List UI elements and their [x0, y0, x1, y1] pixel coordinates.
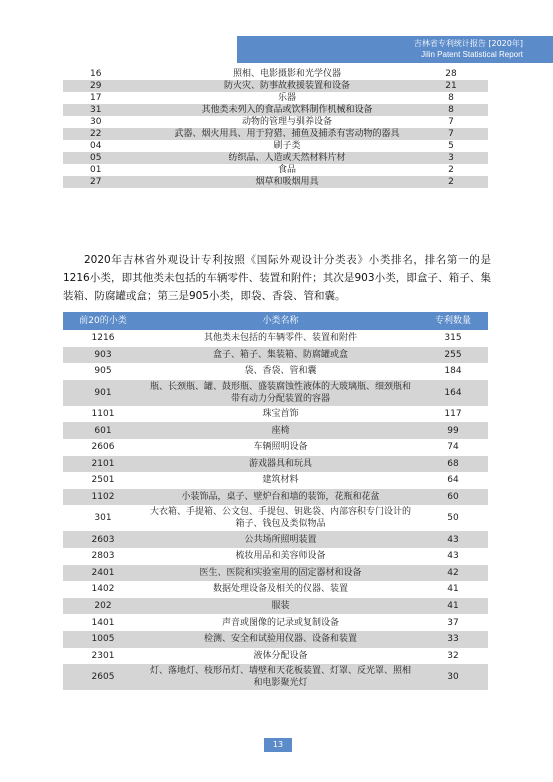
cell-code: 2301	[91, 650, 115, 661]
cell-count: 2	[448, 165, 454, 175]
cell-count: 41	[447, 584, 459, 595]
cell-name: 灯、落地灯、枝形吊灯、墙壁和天花板装置、灯罩、反光罩、照相和电影聚光灯	[143, 664, 418, 690]
cell-code: 31	[63, 104, 160, 116]
cell-count: 7	[414, 128, 488, 140]
table-row	[63, 531, 488, 548]
cell-count: 2	[414, 176, 488, 188]
header-title-cn: 吉林省专利统计报告 [2020年]	[413, 39, 523, 48]
table-row	[63, 581, 488, 598]
cell-count: 28	[445, 69, 457, 79]
table-row	[63, 176, 488, 188]
cell-name: 烟草和吸烟用具	[160, 176, 414, 188]
cell-count: 3	[414, 152, 488, 164]
cell-code: 2501	[91, 475, 115, 486]
cell-code: 901	[63, 380, 143, 406]
table-row	[63, 68, 488, 80]
table-row	[63, 164, 488, 176]
header-title-en: Jilin Patent Statistical Report	[421, 50, 523, 59]
table-row	[63, 92, 488, 104]
table-row	[63, 347, 488, 364]
table-row	[63, 614, 488, 631]
cell-code: 1216	[91, 333, 115, 344]
cell-name: 服装	[143, 598, 418, 615]
cell-name: 液体分配设备	[253, 650, 308, 661]
cell-name: 其他类未列入的食品或饮料制作机械和设备	[160, 104, 414, 116]
cell-name: 车辆照明设备	[253, 442, 308, 453]
page-number: 13	[264, 738, 292, 752]
cell-code: 29	[63, 80, 160, 92]
table-row	[63, 439, 488, 456]
report-header-banner	[237, 36, 553, 63]
cell-name: 刷子类	[273, 141, 301, 151]
cell-name: 大衣箱、手提箱、公文包、手提包、钥匙袋、内部容积专门设计的箱子、钱包及类似物品	[149, 507, 411, 530]
cell-count: 41	[418, 598, 488, 615]
cell-name: 建筑材料	[262, 475, 299, 486]
cell-code: 30	[90, 117, 102, 127]
cell-count: 60	[418, 489, 488, 506]
table-row	[63, 489, 488, 506]
class-ranking-table-continued	[63, 68, 488, 188]
table-row	[63, 505, 488, 531]
cell-code: 202	[63, 598, 143, 615]
table-row	[63, 116, 488, 128]
cell-code: 04	[90, 141, 102, 151]
cell-count: 5	[448, 141, 454, 151]
table-row	[63, 472, 488, 489]
cell-count: 42	[418, 565, 488, 582]
cell-name: 袋、香袋、管和囊	[244, 366, 317, 377]
header-subclass-name: 小类名称	[143, 312, 418, 330]
cell-code: 301	[94, 513, 112, 524]
table-row	[63, 406, 488, 423]
cell-code: 27	[63, 176, 160, 188]
cell-name: 乐器	[277, 93, 296, 103]
cell-count: 8	[448, 93, 454, 103]
cell-count: 30	[418, 664, 488, 690]
cell-count: 33	[418, 631, 488, 648]
cell-count: 74	[447, 442, 459, 453]
cell-count: 32	[447, 650, 459, 661]
cell-count: 68	[418, 456, 488, 473]
header-patent-count: 专利数量	[418, 312, 488, 330]
cell-name: 梳妆用品和美容师设备	[235, 551, 326, 562]
table-header-row	[63, 312, 488, 330]
table-row	[63, 80, 488, 92]
cell-code: 2401	[63, 565, 143, 582]
table-row	[63, 664, 488, 690]
cell-count: 117	[444, 409, 462, 420]
table-row	[63, 631, 488, 648]
cell-code: 601	[63, 422, 143, 439]
top20-subclass-table	[63, 312, 488, 690]
cell-name: 珠宝首饰	[262, 409, 299, 420]
table-row	[63, 152, 488, 164]
cell-code: 903	[63, 347, 143, 364]
cell-name: 声音或图像的记录或复制设备	[221, 617, 339, 628]
cell-code: 1005	[63, 631, 143, 648]
cell-count: 255	[418, 347, 488, 364]
table-row	[63, 330, 488, 347]
cell-name: 座椅	[143, 422, 418, 439]
cell-code: 905	[94, 366, 112, 377]
table-row	[63, 456, 488, 473]
cell-name: 纺织品、人造或天然材料片材	[160, 152, 414, 164]
cell-name: 武器、烟火用具、用于狩猎、捕鱼及捕杀有害动物的器具	[160, 128, 414, 140]
cell-count: 99	[418, 422, 488, 439]
cell-code: 1402	[91, 584, 115, 595]
cell-code: 2605	[63, 664, 143, 690]
cell-count: 7	[448, 117, 454, 127]
cell-code: 17	[90, 93, 102, 103]
cell-code: 05	[63, 152, 160, 164]
body-paragraph: 2020年吉林省外观设计专利按照《国际外观设计分类表》小类排名，排名第一的是1216小类，即其他类未包括的车辆零件、装置和附件；其次是903小类，即盒子、箱子、集装箱、防腐罐或盒；第三是905小类，即袋、香袋、管和囊。	[63, 253, 491, 302]
cell-name: 其他类未包括的车辆零件、装置和附件	[203, 333, 357, 344]
cell-name: 小装饰品，桌子、壁炉台和墙的装饰，花瓶和花盆	[143, 489, 418, 506]
cell-count: 43	[418, 531, 488, 548]
cell-code: 22	[63, 128, 160, 140]
table-row	[63, 128, 488, 140]
header-subclass: 前20的小类	[63, 312, 143, 330]
cell-name: 盒子、箱子、集装箱、防腐罐或盒	[143, 347, 418, 364]
table-row	[63, 422, 488, 439]
cell-code: 1401	[91, 617, 115, 628]
cell-count: 184	[444, 366, 462, 377]
cell-code: 16	[90, 69, 102, 79]
cell-name: 数据处理设备及相关的仪器、装置	[212, 584, 348, 595]
cell-count: 315	[444, 333, 462, 344]
table-row	[63, 104, 488, 116]
cell-name: 公共场所照明装置	[143, 531, 418, 548]
cell-count: 21	[414, 80, 488, 92]
table-row	[63, 380, 488, 406]
cell-name: 游戏器具和玩具	[143, 456, 418, 473]
cell-name: 照相、电影摄影和光学仪器	[232, 69, 341, 79]
cell-count: 8	[414, 104, 488, 116]
table-row	[63, 140, 488, 152]
cell-count: 164	[418, 380, 488, 406]
table-row	[63, 548, 488, 565]
cell-code: 1102	[63, 489, 143, 506]
table-row	[63, 565, 488, 582]
cell-count: 50	[447, 513, 459, 524]
cell-code: 2101	[63, 456, 143, 473]
cell-code: 1101	[91, 409, 115, 420]
cell-code: 2606	[91, 442, 115, 453]
table-row	[63, 598, 488, 615]
cell-name: 瓶、长颈瓶、罐、鼓形瓶、盛装腐蚀性液体的大玻璃瓶、细颈瓶和带有动力分配装置的容器	[143, 380, 418, 406]
cell-count: 37	[447, 617, 459, 628]
cell-count: 43	[447, 551, 459, 562]
cell-name: 检测、安全和试验用仪器、设备和装置	[143, 631, 418, 648]
cell-name: 食品	[277, 165, 296, 175]
cell-name: 动物的管理与驯养设备	[241, 117, 332, 127]
table-row	[63, 648, 488, 665]
cell-code: 01	[90, 165, 102, 175]
cell-name: 防火灾、防事故救援装置和设备	[160, 80, 414, 92]
table-row	[63, 363, 488, 380]
cell-name: 医生、医院和实验室用的固定器材和设备	[143, 565, 418, 582]
cell-code: 2803	[91, 551, 115, 562]
cell-code: 2603	[63, 531, 143, 548]
cell-count: 64	[447, 475, 459, 486]
